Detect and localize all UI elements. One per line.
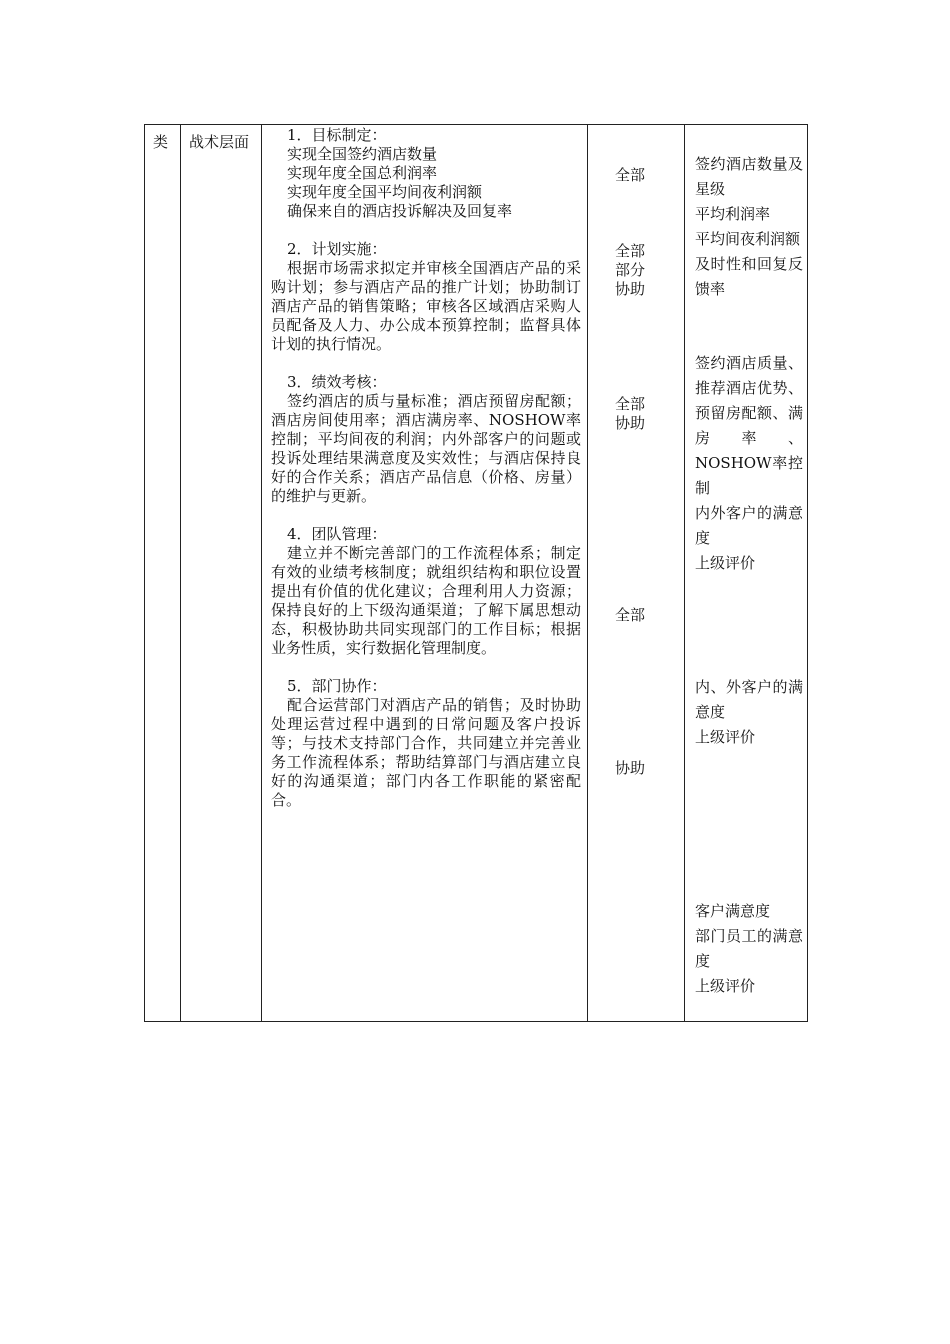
duties-cell	[271, 126, 581, 829]
duty-body: 配合运营部门对酒店产品的销售；及时协助处理运营过程中遇到的日常问题及客户投诉等；与技术支持部门合作，共同建立并完善业务工作流程体系；帮助结算部门与酒店建立良好的沟通渠道；部门内各工作职能的紧密配合。	[271, 696, 581, 809]
authority-block	[615, 242, 675, 299]
duty-heading: 5．部门协作：	[287, 677, 387, 695]
duty-line: 确保来自的酒店投诉解决及回复率	[287, 202, 513, 220]
authority-label: 全部	[615, 395, 646, 413]
column-divider	[180, 125, 181, 1021]
criteria-block	[695, 899, 803, 999]
criteria-item: 上级评价	[695, 554, 756, 572]
criteria-block	[695, 351, 803, 576]
authority-label: 协助	[615, 280, 646, 298]
authority-label: 协助	[615, 414, 646, 432]
responsibility-table	[144, 124, 808, 1022]
criteria-item: 签约酒店数量及星级	[695, 155, 803, 198]
column-divider	[587, 125, 588, 1021]
criteria-item: 平均间夜利润额	[695, 230, 801, 248]
duty-heading: 2．计划实施：	[287, 240, 387, 258]
authority-block	[615, 759, 675, 778]
level-cell: 战术层面	[189, 133, 250, 151]
duty-line: 实现全国签约酒店数量	[287, 145, 438, 163]
authority-label: 协助	[615, 759, 646, 777]
duty-body: 建立并不断完善部门的工作流程体系；制定有效的业绩考核制度；就组织结构和职位设置提出有价值的优化建议；合理利用人力资源；保持良好的上下级沟通渠道；了解下属思想动态，积极协助共同实现部门的工作目标；根据业务性质，实行数据化管理制度。	[271, 544, 581, 657]
criteria-item: 部门员工的满意度	[695, 927, 803, 970]
authority-label: 全部	[615, 242, 646, 260]
duty-heading: 1．目标制定：	[287, 126, 387, 144]
duty-heading: 4．团队管理：	[287, 525, 387, 543]
duty-section-cooperation	[271, 677, 581, 810]
authority-label: 全部	[615, 166, 646, 184]
criteria-item: 上级评价	[695, 728, 756, 746]
duty-body: 签约酒店的质与量标准；酒店预留房配额；酒店房间使用率；酒店满房率、NOSHOW率控制；平均间夜的利润；内外部客户的问题或投诉处理结果满意度及实效性；与酒店保持良好的合作关系；酒店产品信息（价格、房量）的维护与更新。	[271, 392, 581, 505]
authority-block	[615, 166, 675, 185]
criteria-item: 客户满意度	[695, 902, 771, 920]
duty-section-targets	[271, 126, 581, 221]
duty-section-team	[271, 525, 581, 658]
duty-body: 根据市场需求拟定并审核全国酒店产品的采购计划；参与酒店产品的推广计划；协助制订酒店产品的销售策略；审核各区域酒店采购人员配备及人力、办公成本预算控制；监督具体计划的执行情况。	[271, 259, 581, 353]
criteria-block	[695, 152, 803, 302]
authority-label: 全部	[615, 606, 646, 624]
authority-block	[615, 395, 675, 433]
criteria-item: 签约酒店质量、推荐酒店优势、预留房配额、满房率、NOSHOW率控制	[695, 354, 803, 497]
criteria-item: 及时性和回复反馈率	[695, 255, 803, 298]
column-divider	[684, 125, 685, 1021]
duty-line: 实现年度全国平均间夜利润额	[287, 183, 483, 201]
duty-heading: 3．绩效考核：	[287, 373, 387, 391]
duty-section-performance	[271, 373, 581, 506]
duty-section-plan	[271, 240, 581, 354]
category-cell: 类	[153, 133, 169, 151]
authority-label: 部分	[615, 261, 646, 279]
criteria-item: 平均利润率	[695, 205, 771, 223]
criteria-item: 内外客户的满意度	[695, 504, 803, 547]
authority-block	[615, 606, 675, 625]
criteria-item: 内、外客户的满意度	[695, 678, 803, 721]
criteria-item: 上级评价	[695, 977, 756, 995]
duty-line: 实现年度全国总利润率	[287, 164, 438, 182]
column-divider	[261, 125, 262, 1021]
criteria-block	[695, 675, 803, 750]
